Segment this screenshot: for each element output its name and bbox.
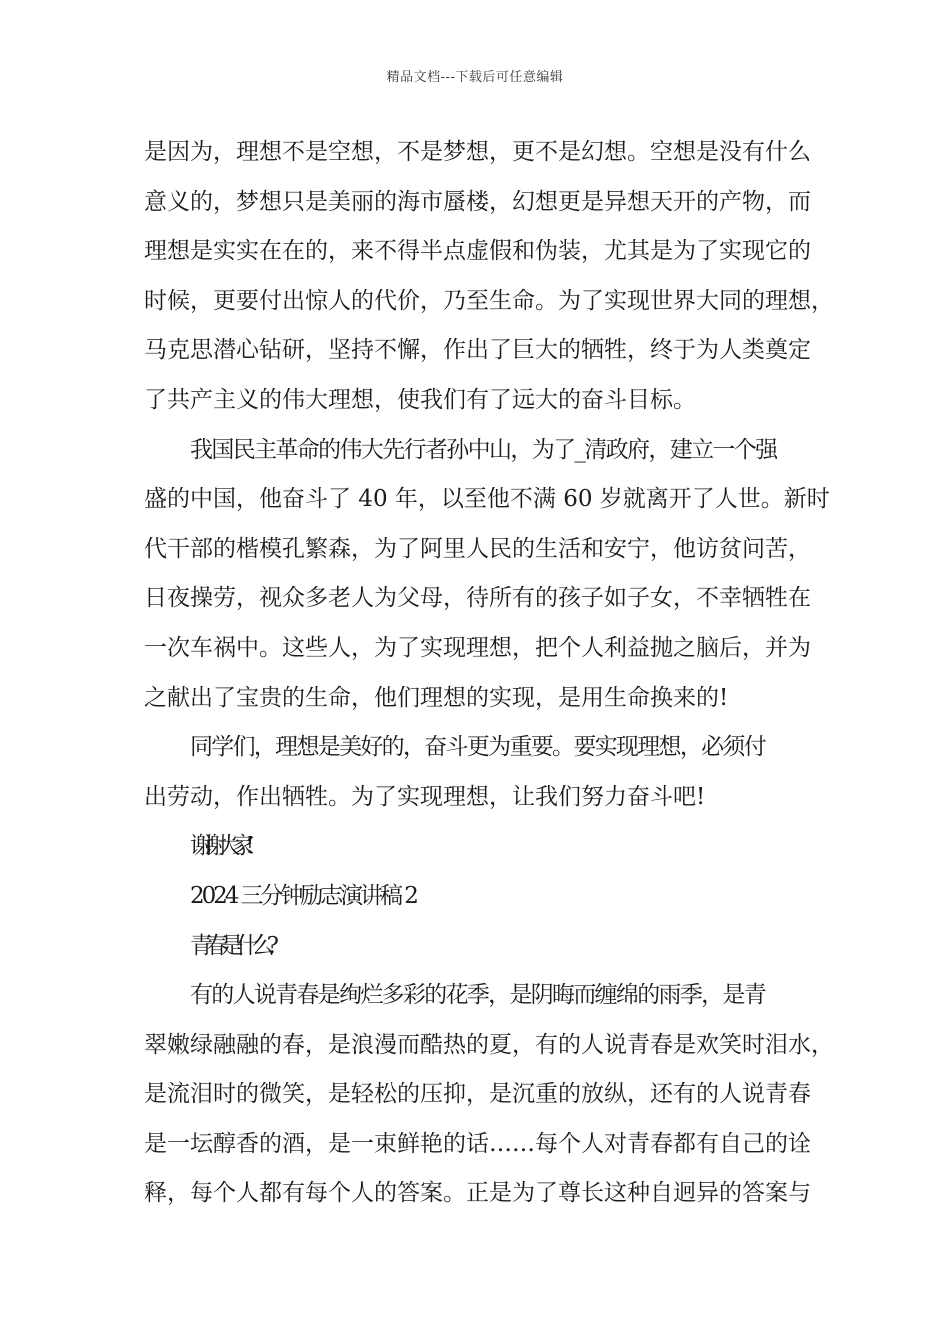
text-line: 有的人说青春是绚烂多彩的花季，是阴晦而缠绵的雨季，是青 bbox=[190, 982, 766, 1009]
text-line: 出劳动，作出牺牲。为了实现理想，让我们努力奋斗吧! bbox=[144, 783, 706, 810]
text-line: 一次车祸中。这些人，为了实现理想，把个人利益抛之脑后，并为 bbox=[144, 634, 811, 661]
paragraph-ideal-meaning bbox=[144, 128, 834, 426]
text-line: 释，每个人都有每个人的答案。正是为了尊长这种自迥异的答案与 bbox=[144, 1180, 811, 1207]
text-line: 同学们，理想是美好的，奋斗更为重要。要实现理想，必须付 bbox=[190, 734, 766, 761]
text-line: 我国民主革命的伟大先行者孙中山，为了_清政府，建立一个强 bbox=[190, 436, 777, 463]
text-line: 马克思潜心钻研，坚持不懈，作出了巨大的牺牲，终于为人类奠定 bbox=[144, 337, 811, 364]
text-line: 是一坛醇香的酒，是一束鲜艳的话……每个人对青春都有自己的诠 bbox=[144, 1130, 811, 1157]
text-line: 日夜操劳，视众多老人为父母，待所有的孩子如子女，不幸牺牲在 bbox=[144, 585, 811, 612]
speech-title bbox=[144, 872, 834, 922]
text-line: 盛的中国，他奋斗了 40 年，以至他不满 60 岁就离开了人世。新时 bbox=[144, 486, 830, 513]
text-line: 青春是什么? bbox=[190, 932, 272, 959]
text-line: 时候，更要付出惊人的代价，乃至生命。为了实现世界大同的理想， bbox=[144, 287, 834, 314]
text-line: 谢谢大家! bbox=[190, 833, 246, 860]
text-line: 2024 三分钟励志演讲稿 2 bbox=[190, 882, 416, 909]
text-line: 是流泪时的微笑，是轻松的压抑，是沉重的放纵，还有的人说青春 bbox=[144, 1081, 811, 1108]
page-header: 精品文档---下载后可任意编辑 bbox=[386, 70, 564, 85]
text-line: 之献出了宝贵的生命，他们理想的实现，是用生命换来的! bbox=[144, 684, 729, 711]
paragraph-thanks bbox=[144, 822, 834, 872]
paragraph-youth bbox=[144, 971, 834, 1219]
text-line: 了共产主义的伟大理想，使我们有了远大的奋斗目标。 bbox=[144, 386, 696, 413]
paragraph-call-to-action bbox=[144, 723, 834, 822]
text-line: 意义的，梦想只是美丽的海市蜃楼，幻想更是异想天开的产物，而 bbox=[144, 188, 811, 215]
paragraph-examples bbox=[144, 426, 834, 724]
text-line: 理想是实实在在的，来不得半点虚假和伪装，尤其是为了实现它的 bbox=[144, 238, 811, 265]
text-line: 代干部的楷模孔繁森，为了阿里人民的生活和安宁，他访贫问苦， bbox=[144, 535, 811, 562]
text-line: 翠嫩绿融融的春，是浪漫而酷热的夏，有的人说青春是欢笑时泪水， bbox=[144, 1031, 834, 1058]
text-line: 是因为，理想不是空想，不是梦想，更不是幻想。空想是没有什么 bbox=[144, 139, 811, 165]
document-body bbox=[144, 128, 834, 1219]
paragraph-question bbox=[144, 922, 834, 972]
